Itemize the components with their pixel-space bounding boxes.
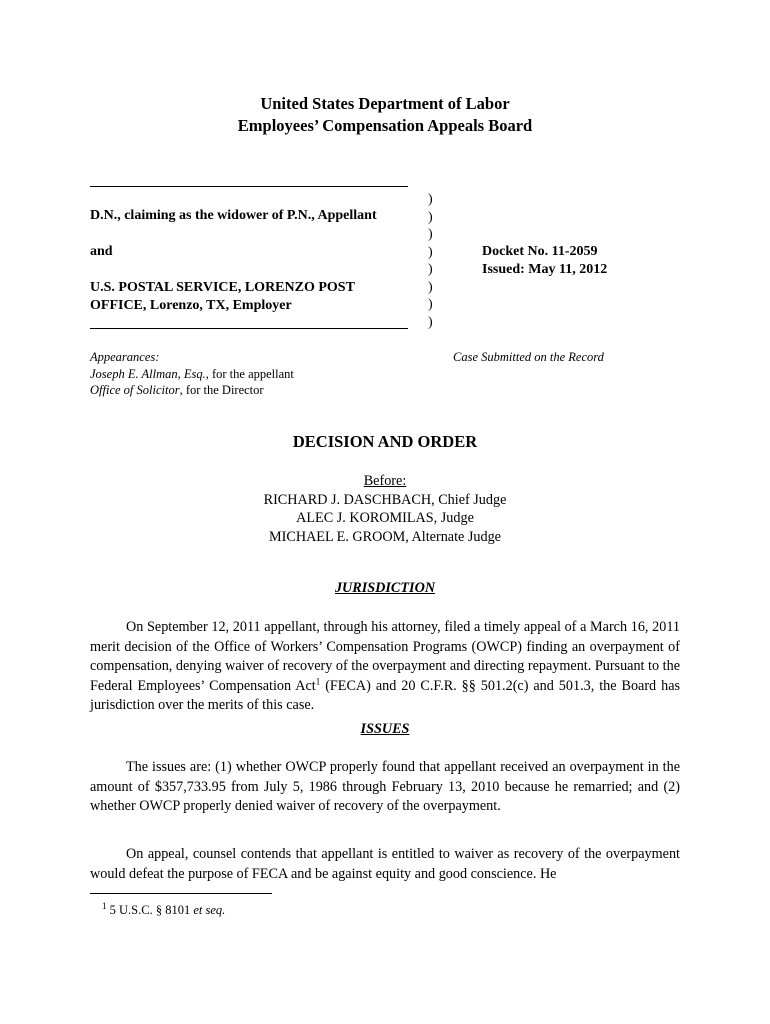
before-label: Before: (363, 473, 407, 489)
issues-heading: ISSUES (360, 721, 410, 737)
appearances-block (90, 349, 294, 399)
appearance-director: Office of Solicitor, for the Director (90, 383, 264, 397)
agency-title: United States Department of Labor (260, 94, 510, 113)
caption-top-rule (90, 186, 408, 187)
caption-bottom-rule (90, 328, 408, 329)
board-title: Employees’ Compensation Appeals Board (237, 116, 533, 135)
issues-paragraph: The issues are: (1) whether OWCP properly found that appellant received an overpayment in the amount of $357,733.95 from July 5, 1986 through February 13, 2010 because he remarried; and (2) whether OWCP properly denied waiver of recovery of the overpayment. (90, 759, 680, 814)
decision-title: DECISION AND ORDER (292, 432, 478, 451)
panel-block (0, 472, 770, 546)
footnote-ref: 1 (315, 675, 321, 686)
caption-employer-line1: U.S. POSTAL SERVICE, LORENZO POST (90, 280, 355, 295)
docket-number: Docket No. 11-2059 (482, 244, 598, 259)
case-submitted-note: Case Submitted on the Record (453, 350, 604, 364)
caption-and: and (90, 244, 113, 259)
appearances-heading: Appearances: (90, 350, 160, 364)
issued-date: Issued: May 11, 2012 (482, 262, 608, 277)
appeal-paragraph: On appeal, counsel contends that appellant is entitled to waiver as recovery of the overpayment would defeat the purpose of FECA and be against equity and good conscience. He (90, 846, 680, 882)
caption-paren-column: ) ) ) ) ) ) ) ) (428, 192, 433, 330)
appearance-appellant: Joseph E. Allman, Esq., for the appellant (90, 366, 294, 381)
judge-alternate: MICHAEL E. GROOM, Alternate Judge (269, 528, 501, 545)
caption-employer-line2: OFFICE, Lorenzo, TX, Employer (90, 298, 292, 313)
judge-chief: RICHARD J. DASCHBACH, Chief Judge (263, 491, 507, 508)
caption-appellant: D.N., claiming as the widower of P.N., Appellant (90, 208, 377, 223)
footnote-rule (90, 893, 272, 894)
jurisdiction-heading: JURISDICTION (334, 580, 436, 596)
jurisdiction-paragraph: On September 12, 2011 appellant, through his attorney, filed a timely appeal of a March 16, 2011 merit decision of the Office of Workers’ Compensation Programs (OWCP) finding an overpayment of compensation, denying waiver of recovery of the overpayment and directing repayment. Pursuant to the Federal Employees’ Compensation Act$^1$ (FECA) and 20 C.F.R. §§ 501.2(c) and 501.3, the Board has jurisdiction over the merits of this case. (90, 619, 681, 713)
footnote: $^1$ 5 U.S.C. § 8101 et seq. (102, 900, 226, 917)
judge-member: ALEC J. KOROMILAS, Judge (296, 510, 474, 526)
